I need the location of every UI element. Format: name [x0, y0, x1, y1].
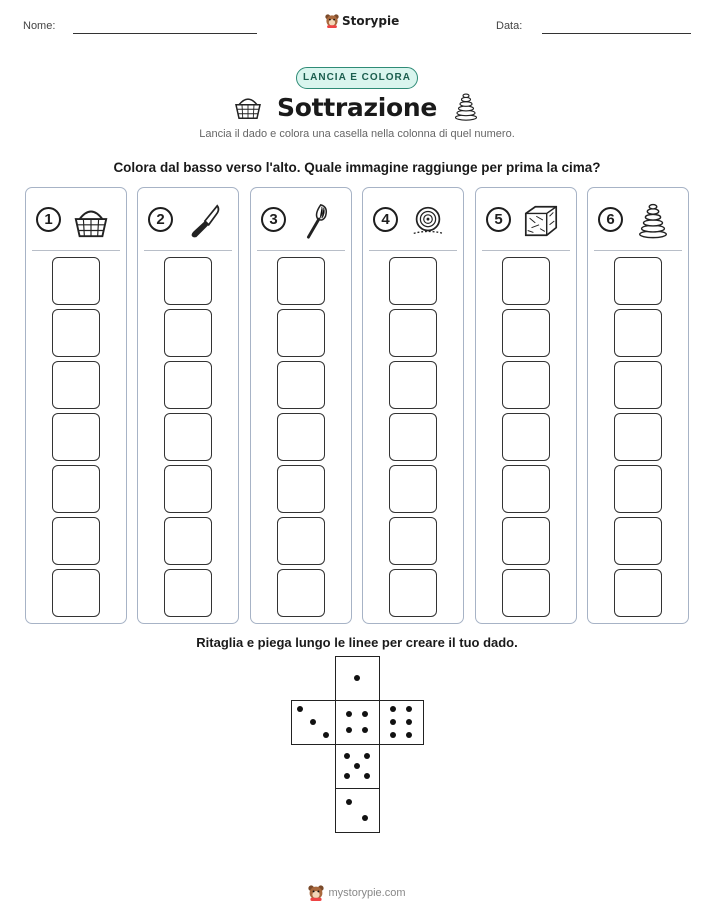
column-header — [36, 202, 116, 242]
column-1 — [25, 187, 127, 624]
die-pip — [346, 727, 352, 733]
color-box[interactable] — [164, 257, 212, 305]
die-face-5 — [335, 744, 380, 789]
date-label: Data: — [496, 20, 523, 32]
die-pip — [297, 706, 303, 712]
color-box[interactable] — [614, 413, 662, 461]
color-box[interactable] — [502, 413, 550, 461]
color-box[interactable] — [389, 309, 437, 357]
column-divider — [594, 250, 682, 251]
column-divider — [482, 250, 570, 251]
die-pip — [390, 706, 396, 712]
basket-icon — [72, 202, 110, 240]
color-box[interactable] — [277, 257, 325, 305]
color-box[interactable] — [52, 309, 100, 357]
color-box[interactable] — [164, 517, 212, 565]
color-box[interactable] — [277, 517, 325, 565]
color-box[interactable] — [164, 361, 212, 409]
column-6 — [587, 187, 689, 624]
color-box[interactable] — [52, 257, 100, 305]
die-pip — [406, 719, 412, 725]
title-row — [0, 92, 714, 122]
activity-badge: LANCIA E COLORA — [296, 67, 418, 89]
color-box[interactable] — [277, 361, 325, 409]
die-pip — [362, 727, 368, 733]
die-pip — [354, 763, 360, 769]
subtitle: Lancia il dado e colora una casella nella colonna di quel numero. — [199, 128, 515, 140]
column-number: 3 — [261, 207, 286, 232]
stacked-stones-icon — [451, 92, 481, 122]
whisk-icon — [297, 202, 335, 240]
column-4 — [362, 187, 464, 624]
die-pip — [354, 675, 360, 681]
die-pip — [310, 719, 316, 725]
die-pip — [362, 815, 368, 821]
column-number: 6 — [598, 207, 623, 232]
color-box[interactable] — [389, 257, 437, 305]
color-box[interactable] — [614, 257, 662, 305]
footer — [0, 884, 714, 902]
column-number: 4 — [373, 207, 398, 232]
column-3 — [250, 187, 352, 624]
die-pip — [390, 732, 396, 738]
cut-instruction: Ritaglia e piega lungo le linee per creare il tuo dado. — [196, 635, 518, 650]
color-box[interactable] — [164, 569, 212, 617]
die-face-2 — [335, 788, 380, 833]
die-pip — [346, 711, 352, 717]
color-box[interactable] — [502, 517, 550, 565]
color-box[interactable] — [277, 413, 325, 461]
die-pip — [362, 711, 368, 717]
color-box[interactable] — [502, 309, 550, 357]
instruction: Colora dal basso verso l'alto. Quale immagine raggiunge per prima la cima? — [113, 160, 601, 175]
knife-icon — [184, 202, 222, 240]
bear-logo-icon — [325, 13, 339, 29]
color-box[interactable] — [502, 361, 550, 409]
color-box[interactable] — [164, 413, 212, 461]
die-pip — [346, 799, 352, 805]
color-box[interactable] — [52, 517, 100, 565]
die-pip — [344, 773, 350, 779]
color-box[interactable] — [614, 465, 662, 513]
die-pip — [390, 719, 396, 725]
die-pip — [364, 753, 370, 759]
color-box[interactable] — [52, 413, 100, 461]
color-box[interactable] — [52, 361, 100, 409]
die-pip — [406, 732, 412, 738]
die-pip — [344, 753, 350, 759]
color-box[interactable] — [614, 309, 662, 357]
die-pip — [406, 706, 412, 712]
brand-name: Storypie — [342, 14, 400, 28]
die-face-1 — [335, 656, 380, 701]
basket-icon — [233, 92, 263, 122]
brand-logo — [325, 13, 399, 29]
color-box[interactable] — [502, 569, 550, 617]
color-box[interactable] — [389, 465, 437, 513]
column-header — [148, 202, 228, 242]
column-header — [486, 202, 566, 242]
color-box[interactable] — [277, 569, 325, 617]
columns-grid — [25, 187, 689, 624]
name-line[interactable] — [73, 33, 257, 34]
column-2 — [137, 187, 239, 624]
snail-shell-icon — [409, 202, 447, 240]
color-box[interactable] — [389, 517, 437, 565]
color-box[interactable] — [614, 361, 662, 409]
color-box[interactable] — [389, 569, 437, 617]
name-label: Nome: — [23, 20, 56, 32]
page-title: Sottrazione — [276, 92, 438, 122]
column-header — [598, 202, 678, 242]
color-box[interactable] — [389, 413, 437, 461]
color-box[interactable] — [502, 465, 550, 513]
date-line[interactable] — [542, 33, 691, 34]
color-box[interactable] — [277, 465, 325, 513]
color-box[interactable] — [389, 361, 437, 409]
bear-logo-icon — [308, 884, 324, 902]
color-box[interactable] — [52, 569, 100, 617]
color-box[interactable] — [164, 465, 212, 513]
color-box[interactable] — [614, 569, 662, 617]
stacked-stones-icon — [634, 202, 672, 240]
color-box[interactable] — [164, 309, 212, 357]
footer-url: mystorypie.com — [328, 887, 406, 899]
die-face-6 — [379, 700, 424, 745]
column-number: 1 — [36, 207, 61, 232]
color-box[interactable] — [614, 517, 662, 565]
column-5 — [475, 187, 577, 624]
column-divider — [32, 250, 120, 251]
column-divider — [257, 250, 345, 251]
die-face-4 — [335, 700, 380, 745]
column-divider — [369, 250, 457, 251]
column-header — [261, 202, 341, 242]
color-box[interactable] — [502, 257, 550, 305]
color-box[interactable] — [277, 309, 325, 357]
column-header — [373, 202, 453, 242]
hay-bale-icon — [522, 202, 560, 240]
column-number: 2 — [148, 207, 173, 232]
column-number: 5 — [486, 207, 511, 232]
color-box[interactable] — [52, 465, 100, 513]
die-pip — [323, 732, 329, 738]
die-face-3 — [291, 700, 336, 745]
column-divider — [144, 250, 232, 251]
die-pip — [364, 773, 370, 779]
